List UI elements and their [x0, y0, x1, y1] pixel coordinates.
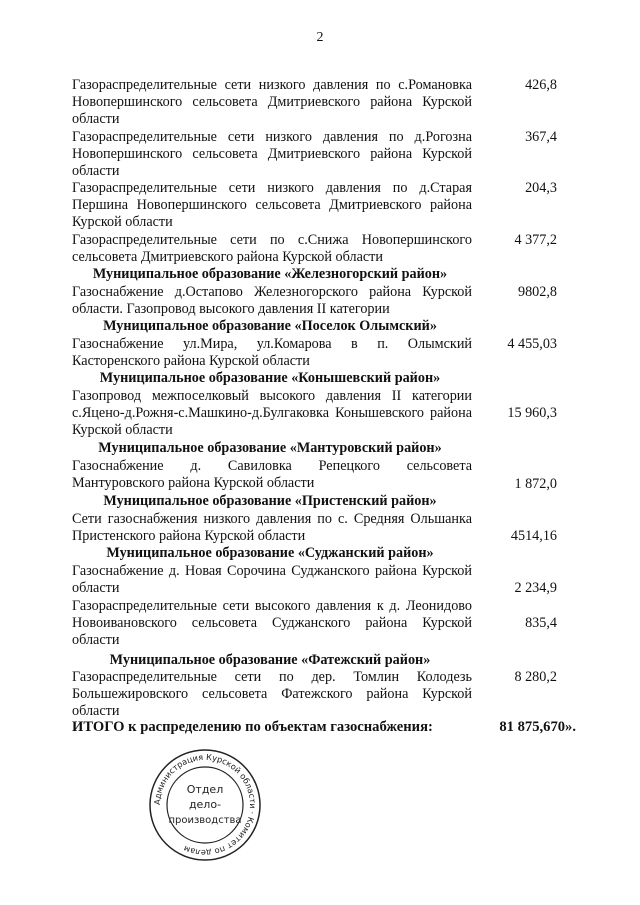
item-value: 1 872,0: [514, 476, 557, 492]
item-value: 4 455,03: [507, 336, 557, 352]
item-text: Газоснабжение ул.Мира, ул.Комарова в п. Олымский Касторенского района Курской области: [72, 336, 472, 370]
item-text: Газоснабжение д.Остапово Железногорского района Курской области. Газопровод высокого давления II категории: [72, 284, 472, 318]
item-text: Газораспределительные сети высокого давления к д. Леонидово Новоивановского сельсовета Суджанского района Курской области: [72, 598, 472, 649]
item-text: Газораспределительные сети низкого давления по с.Романовка Новопершинского сельсовета Дмитриевского района Курской области: [72, 77, 472, 128]
item-value: 4514,16: [510, 528, 557, 544]
item-text: Газораспределительные сети по с.Снижа Новопершинского сельсовета Дмитриевского района Курской области: [72, 232, 472, 266]
page-number: 2: [316, 30, 324, 45]
stamp-ring-text: Администрация Курской области · Комитет по делам: [151, 751, 259, 859]
item-text: Газопровод межпоселковый высокого давления II категории с.Яцено-д.Рожня-с.Машкино-д.Булгаковка Конышевского района Курской области: [72, 388, 472, 439]
item-value: 9802,8: [517, 284, 557, 300]
total-value: 81 875,670».: [499, 719, 576, 735]
item-text: Сети газоснабжения низкого давления по с. Средняя Ольшанка Пристенского района Курской области: [72, 511, 472, 545]
office-stamp: [145, 745, 265, 865]
item-text: Газоснабжение д. Новая Сорочина Суджанского района Курской области: [72, 563, 472, 597]
municipality-header: Муниципальное образование «Железногорский район»: [92, 266, 448, 282]
item-value: 204,3: [525, 180, 557, 196]
stamp-center-line: производства: [168, 815, 242, 826]
item-text: Газоснабжение д. Савиловка Репецкого сельсовета Мантуровского района Курской области: [72, 458, 472, 492]
item-value: 2 234,9: [514, 580, 557, 596]
stamp-center-line: дело-: [188, 798, 222, 811]
item-value: 426,8: [525, 77, 557, 93]
item-value: 8 280,2: [514, 669, 557, 685]
stamp-center-line: Отдел: [186, 783, 224, 796]
municipality-header: Муниципальное образование «Поселок Олымский»: [103, 318, 437, 334]
municipality-header: Муниципальное образование «Фатежский район»: [109, 652, 431, 668]
item-text: Газораспределительные сети низкого давления по д.Старая Першина Новопершинского сельсовета Дмитриевского района Курской области: [72, 180, 472, 231]
municipality-header: Муниципальное образование «Суджанский район»: [106, 545, 434, 561]
item-value: 4 377,2: [514, 232, 557, 248]
item-value: 367,4: [525, 129, 557, 145]
total-label: ИТОГО к распределению по объектам газоснабжения:: [72, 719, 433, 735]
item-text: Газораспределительные сети по дер. Томлин Колодезь Большежировского сельсовета Фатежского района Курской области: [72, 669, 472, 720]
item-value: 835,4: [525, 615, 557, 631]
item-value: 15 960,3: [507, 405, 557, 421]
municipality-header: Муниципальное образование «Конышевский район»: [99, 370, 441, 386]
municipality-header: Муниципальное образование «Мантуровский район»: [98, 440, 442, 456]
item-text: Газораспределительные сети низкого давления по д.Рогозна Новопершинского сельсовета Дмитриевского района Курской области: [72, 129, 472, 180]
municipality-header: Муниципальное образование «Пристенский район»: [103, 493, 437, 509]
